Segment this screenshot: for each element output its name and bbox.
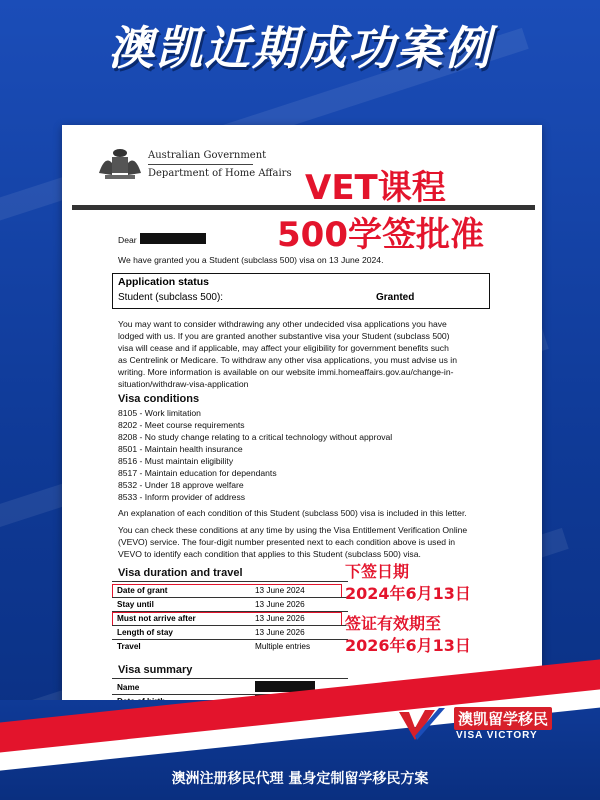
condition-item: 8532 - Under 18 approve welfare [118, 480, 244, 490]
footer-slogan: 澳洲注册移民代理 量身定制留学移民方案 [171, 771, 429, 787]
conditions-explanation: An explanation of each condition of this Student (subclass 500) visa is included in this letter. [118, 508, 467, 518]
condition-item: 8105 - Work limitation [118, 408, 201, 418]
condition-item: 8208 - No study change relating to a critical technology without approval [118, 432, 393, 442]
government-name: Australian Government [148, 150, 267, 161]
condition-item: 8202 - Meet course requirements [118, 420, 245, 430]
divider [112, 625, 348, 626]
condition-item: 8517 - Maintain education for dependants [118, 468, 277, 478]
withdraw-line: You may want to consider withdrawing any other undecided visa applications you have [118, 319, 447, 329]
divider [112, 639, 348, 640]
validity-note-value: 2026年6月13日 [345, 636, 471, 655]
vevo-line: You can check these conditions at any time by using the Visa Entitlement Verification Online [118, 525, 468, 535]
condition-item: 8533 - Inform provider of address [118, 492, 246, 502]
withdraw-line: as Centrelink or Medicare. To withdraw any other visa applications, you must advise us in [118, 355, 457, 365]
salutation: Dear [118, 235, 137, 245]
withdraw-line: visa will cease and if applicable, may affect your eligibility for government benefits such [118, 343, 449, 353]
divider [148, 164, 253, 165]
grant-sentence: We have granted you a Student (subclass 500) visa on 13 June 2024. [118, 255, 384, 265]
summary-key: Name [117, 683, 140, 692]
coat-of-arms-icon [95, 145, 145, 183]
vet-course-title: VET课程 [305, 168, 446, 208]
redacted-name [140, 233, 206, 244]
duration-value: Multiple entries [255, 642, 311, 651]
conditions-heading: Visa conditions [118, 393, 200, 405]
grant-date-note-value: 2024年6月13日 [345, 584, 471, 603]
duration-key: Date of grant [117, 586, 168, 595]
duration-key: Length of stay [117, 628, 173, 637]
duration-value: 13 June 2024 [255, 586, 305, 595]
status-label: Student (subclass 500): [118, 292, 224, 303]
grant-date-note-label: 下签日期 [345, 562, 410, 581]
condition-item: 8516 - Must maintain eligibility [118, 456, 234, 466]
condition-item: 8501 - Maintain health insurance [118, 444, 243, 454]
summary-heading: Visa summary [118, 664, 193, 676]
duration-heading: Visa duration and travel [118, 567, 243, 579]
validity-note-label: 签证有效期至 [345, 614, 442, 633]
status-value: Granted [376, 292, 415, 303]
withdraw-line: writing. More information is available on our website immi.homeaffairs.gov.au/change-in- [118, 367, 454, 377]
divider [112, 597, 348, 598]
withdraw-line: situation/withdraw-visa-application [118, 379, 249, 389]
divider [112, 678, 348, 679]
duration-value: 13 June 2026 [255, 614, 305, 623]
brand-name-cn: 澳凯留学移民 [454, 707, 552, 730]
duration-key: Travel [117, 642, 141, 651]
vevo-line: (VEVO) service. The four-digit number presented next to each condition above is used in [118, 537, 456, 547]
divider [112, 581, 348, 582]
vevo-line: VEVO to identify each condition that applies to this Student (subclass 500) visa. [118, 549, 421, 559]
withdraw-line: lodged with us. If you are granted another substantive visa your Student (subclass 500) [118, 331, 450, 341]
status-heading: Application status [118, 276, 210, 288]
department-name: Department of Home Affairs [148, 168, 292, 179]
brand-name-en: VISA VICTORY [456, 730, 538, 741]
duration-key: Must not arrive after [117, 614, 196, 623]
visa-approved-title: 500学签批准 [277, 215, 484, 255]
banner-title: 澳凯近期成功案例 [108, 21, 492, 75]
duration-value: 13 June 2026 [255, 628, 305, 637]
duration-value: 13 June 2026 [255, 600, 305, 609]
duration-key: Stay until [117, 600, 154, 609]
